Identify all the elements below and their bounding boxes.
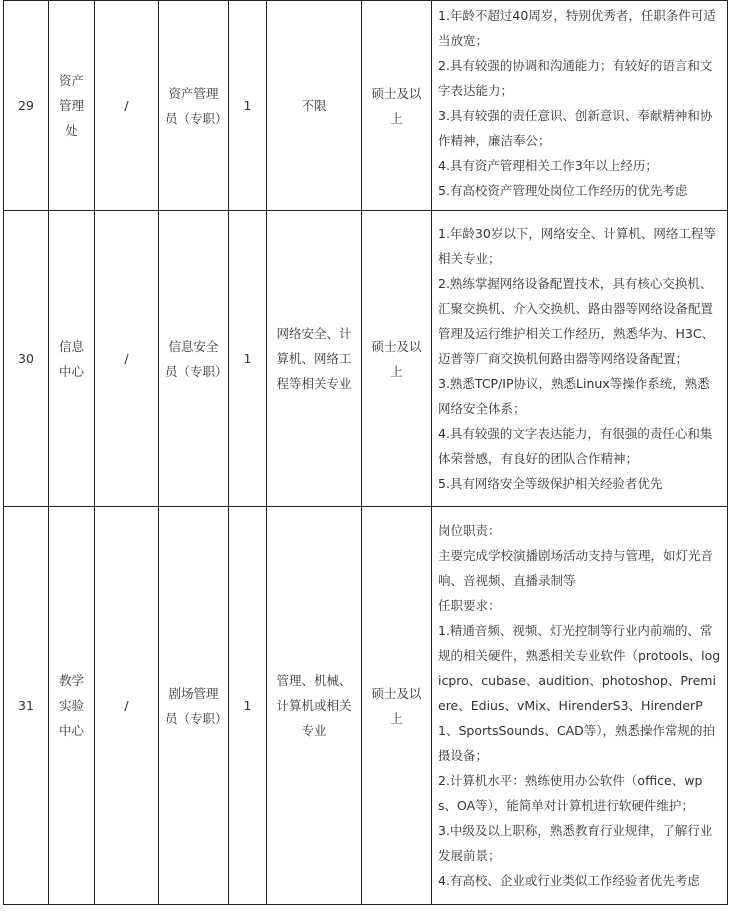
slash-cell: / <box>95 211 159 507</box>
post-cell: 剧场管理员（专职） <box>159 507 229 905</box>
row-number: 29 <box>4 1 49 211</box>
post-cell: 资产管理员（专职） <box>159 1 229 211</box>
requirement-line: 任职要求： <box>438 598 501 613</box>
requirement-line: 3.具有较强的责任意识、创新意识、奉献精神和协作精神，廉洁奉公； <box>438 108 713 148</box>
department-cell: 资产管理处 <box>49 1 95 211</box>
degree-cell: 硕士及以上 <box>362 211 432 507</box>
requirement-line: 3.中级及以上职称，熟悉教育行业规律，了解行业发展前景； <box>438 823 713 863</box>
requirement-line: 岗位职责： <box>438 523 501 538</box>
requirement-line: 4.具有较强的文字表达能力，有很强的责任心和集体荣誉感，有良好的团队合作精神； <box>438 426 713 466</box>
requirements-cell <box>432 1 728 211</box>
requirements-cell <box>432 507 728 905</box>
table-row <box>4 211 728 507</box>
recruitment-table <box>3 0 728 905</box>
count-cell: 1 <box>229 211 267 507</box>
requirements-cell <box>432 211 728 507</box>
row-number: 30 <box>4 211 49 507</box>
table-row <box>4 507 728 905</box>
row-number: 31 <box>4 507 49 905</box>
requirement-line: 4.具有资产管理相关工作3年以上经历； <box>438 158 658 173</box>
degree-cell: 硕士及以上 <box>362 507 432 905</box>
requirement-line: 5.有高校资产管理处岗位工作经历的优先考虑 <box>438 183 688 198</box>
slash-cell: / <box>95 507 159 905</box>
count-cell: 1 <box>229 1 267 211</box>
department-cell: 教学实验中心 <box>49 507 95 905</box>
count-cell: 1 <box>229 507 267 905</box>
major-cell: 管理、机械、计算机或相关专业 <box>267 507 362 905</box>
requirement-line: 2.熟练掌握网络设备配置技术，具有核心交换机、汇聚交换机、介入交换机、路由器等网络设备配置管理及运行维护相关工作经历，熟悉华为、H3C、迈普等厂商交换机何路由器等网络设备配置； <box>438 276 715 366</box>
table-row <box>4 1 728 211</box>
requirement-line: 3.熟悉TCP/IP协议，熟悉Linux等操作系统，熟悉网络安全体系； <box>438 376 710 416</box>
requirement-line: 2.具有较强的协调和沟通能力；有较好的语言和文字表达能力； <box>438 58 713 98</box>
requirement-line: 2.计算机水平：熟练使用办公软件（office、wps、OA等），能简单对计算机进行软硬件维护； <box>438 773 703 813</box>
degree-cell: 硕士及以上 <box>362 1 432 211</box>
post-cell: 信息安全员（专职） <box>159 211 229 507</box>
requirement-line: 5.具有网络安全等级保护相关经验者优先 <box>438 476 663 491</box>
major-cell: 不限 <box>267 1 362 211</box>
requirement-line: 主要完成学校演播剧场活动支持与管理，如灯光音响、音视频、直播录制等 <box>438 548 714 588</box>
department-cell: 信息中心 <box>49 211 95 507</box>
slash-cell: / <box>95 1 159 211</box>
requirement-line: 1.精通音频、视频、灯光控制等行业内前端的、常规的相关硬件，熟悉相关专业软件（protools、logicpro、cubase、audition、photoshop、Premiere、Edius、vMix、HirenderS3、HirenderP1、SportsSounds、CAD等），熟悉操作常规的拍摄设备； <box>438 623 721 763</box>
requirement-line: 4.有高校、企业或行业类似工作经验者优先考虑 <box>438 873 700 888</box>
requirement-line: 1.年龄不超过40周岁，特别优秀者，任职条件可适当放宽； <box>438 8 716 48</box>
requirement-line: 1.年龄30岁以下，网络安全、计算机、网络工程等相关专业； <box>438 226 716 266</box>
major-cell: 网络安全、计算机、网络工程等相关专业 <box>267 211 362 507</box>
